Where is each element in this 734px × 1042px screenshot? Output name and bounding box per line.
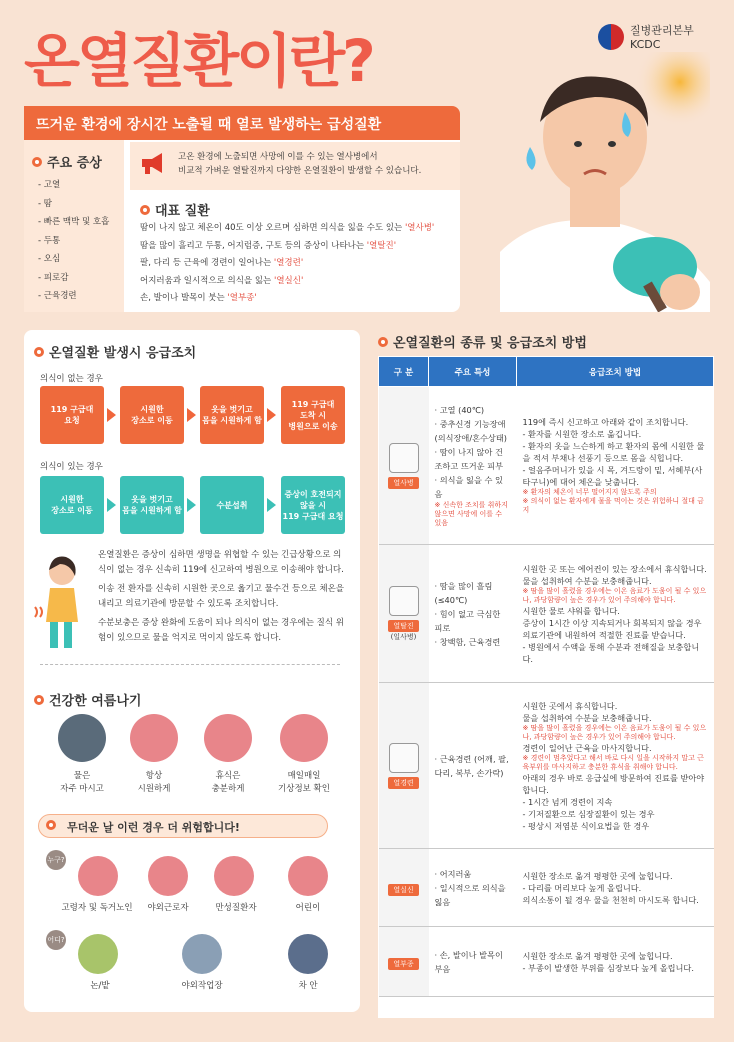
disease-line: 팔, 다리 등 근육에 경련이 일어나는 '열경련' <box>140 258 304 268</box>
diseases-heading <box>140 200 210 219</box>
arrow-right-icon <box>187 408 196 422</box>
feature-note: ※ 신속한 조치를 취하지 않으면 사망에 이를 수 있음 <box>434 501 508 527</box>
aid-cell <box>517 545 714 683</box>
disease-table <box>378 356 714 997</box>
disease-tag: 열사병 <box>388 477 418 489</box>
patient-figure-icon <box>389 586 419 616</box>
aid-line: - 얼음주머니가 있을 시 목, 겨드랑이 밑, 서혜부(사타구니)에 대어 체온을 낮춥니다. <box>522 465 703 487</box>
arrow-right-icon <box>107 408 116 422</box>
unconscious-step-4: 119 구급대 도착 시 병원으로 이송 <box>281 386 345 444</box>
aid-note: ※ 땀을 많이 흘렸을 경우에는 이온 음료가 도움이 될 수 있으나, 과당함량이 높은 경우가 있어 주의해야 합니다. <box>522 586 707 604</box>
arrow-right-icon <box>187 498 196 512</box>
aid-line: - 병원에서 수액을 통해 수분과 전해질을 보충합니다. <box>522 641 700 664</box>
risk-person-label: 고령자 및 독거노인 <box>61 903 133 913</box>
disease-cell <box>379 545 429 683</box>
bullet-icon <box>34 695 44 705</box>
table-row <box>379 683 714 849</box>
table-heading <box>378 332 587 351</box>
features-cell <box>429 387 517 545</box>
healthy-item-label: 항상 시원하게 <box>137 771 171 794</box>
danger-heading-text: 무더운 날 이런 경우 더 위험합니다! <box>67 821 240 834</box>
symptoms-list <box>38 176 109 306</box>
risk-place-label: 야외작업장 <box>181 981 223 991</box>
elderly-face-icon <box>78 856 118 896</box>
diseases-heading-text: 대표 질환 <box>155 204 210 219</box>
aid-line: 경련이 일어난 근육을 마사지합니다. <box>522 742 652 753</box>
bullet-icon <box>140 205 150 215</box>
patient-figure-icon <box>389 743 419 773</box>
disease-tag: 열탈진 <box>388 620 418 632</box>
aid-line: 아래의 경우 바로 응급실에 방문하여 진료를 받아야합니다. <box>522 772 705 795</box>
bullet-icon <box>378 337 388 347</box>
outdoor-worker-face-icon <box>148 856 188 896</box>
feature-line: · 땀이 나지 않아 건조하고 뜨거운 피부 <box>434 447 503 471</box>
first-aid-heading-text: 온열질환 발생시 응급조치 <box>49 346 197 361</box>
healthy-item-label: 매일매일 기상정보 확인 <box>278 771 330 794</box>
bullet-icon <box>34 347 44 357</box>
symptom-item: - 고열 <box>38 180 61 190</box>
symptom-item: - 오심 <box>38 254 61 264</box>
arrow-right-icon <box>267 408 276 422</box>
disease-tag: 열경련 <box>388 777 418 789</box>
feature-line: · 고열 (40℃) <box>434 405 485 415</box>
first-aid-note: 온열질환은 증상이 심하면 생명을 위협할 수 있는 긴급상황으로 의식이 없는 경우 신속히 119에 신고하여 병원으로 이송해야 합니다. <box>98 550 344 575</box>
symptom-item: - 땀 <box>38 198 52 209</box>
symptom-item: - 빠른 맥박 및 호흡 <box>38 217 110 227</box>
symptoms-heading <box>32 152 102 171</box>
aid-note: ※ 경련이 멈추었다고 해서 바로 다시 일을 시작하지 말고 근육부위를 마사지하고 충분한 휴식을 취해야 합니다. <box>522 753 704 771</box>
arrow-right-icon <box>107 498 116 512</box>
features-cell <box>429 927 517 997</box>
healthy-summer-heading-text: 건강한 여름나기 <box>49 694 142 709</box>
stay-cool-icon <box>130 714 178 762</box>
feature-line: · 힘이 없고 극심한 피로 <box>434 608 501 633</box>
first-aid-note: 이송 전 환자를 신속히 시원한 곳으로 옮기고 물수건 등으로 체온을 내리고 의료기관에 방문할 수 있도록 조치합니다. <box>98 584 345 609</box>
aid-line: 의식소통이 될 경우 물을 천천히 마시도록 합니다. <box>522 894 699 905</box>
risk-person-label: 야외근로자 <box>147 903 189 913</box>
disease-name: '열실신' <box>273 275 304 286</box>
table-heading-text: 온열질환의 종류 및 응급조치 방법 <box>393 336 587 351</box>
aid-line: 시원한 장소로 옮겨 평평한 곳에 눕힙니다. <box>522 870 673 881</box>
disease-cell <box>379 927 429 997</box>
disease-table-panel <box>378 356 714 1018</box>
aid-cell <box>517 927 714 997</box>
feature-line: · 창백함, 근육경련 <box>434 636 501 647</box>
dizzy-woman-illustration <box>32 552 88 652</box>
org-name-ko: 질병관리본부 <box>630 24 694 37</box>
aid-line: - 기저질환으로 심장질환이 있는 경우 <box>522 808 655 819</box>
table-row <box>379 387 714 545</box>
aid-line: - 1시간 넘게 경련이 지속 <box>522 796 613 807</box>
diseases-list <box>140 220 458 308</box>
feature-line: · 땀을 많이 흘림 (≤40℃) <box>434 580 493 605</box>
disease-subname: (일사병) <box>390 632 417 641</box>
aid-line: 증상이 1시간 이상 지속되거나 회복되지 않을 경우 의료기관에 내원하여 적절한 진료를 받습니다. <box>522 617 702 640</box>
first-aid-notes <box>98 548 346 646</box>
danger-heading <box>38 814 328 838</box>
arrow-right-icon <box>267 498 276 512</box>
aid-line: 물을 섭취하여 수분을 보충해줍니다. <box>522 712 652 723</box>
healthy-item-label: 물은 자주 마시고 <box>60 771 104 794</box>
org-name-en: KCDC <box>630 38 661 51</box>
symptoms-heading-text: 주요 증상 <box>47 156 102 171</box>
disease-line: 어지러움과 일시적으로 의식을 잃는 '열실신' <box>140 275 304 286</box>
disease-name: '열탈진' <box>366 240 397 251</box>
intro-box <box>130 142 460 190</box>
worksite-icon <box>182 934 222 974</box>
features-cell <box>429 849 517 927</box>
disease-cell <box>379 387 429 545</box>
intro-line: 비교적 가벼운 열탈진까지 다양한 온열질환이 발생할 수 있습니다. <box>178 166 422 176</box>
conscious-label: 의식이 있는 경우 <box>40 462 103 472</box>
risk-place-label: 논/밭 <box>90 981 110 991</box>
aid-cell <box>517 387 714 545</box>
table-row <box>379 927 714 997</box>
risk-person-label: 어린이 <box>295 903 321 913</box>
disease-tag: 열실신 <box>388 884 418 896</box>
table-header: 주요 특성 <box>429 357 517 387</box>
chronic-patient-face-icon <box>214 856 254 896</box>
disease-line: 땀을 많이 흘리고 두통, 어지럼증, 구토 등의 증상이 나타나는 '열탈진' <box>140 240 397 251</box>
aid-line: - 평상시 저염분 식이요법을 한 경우 <box>522 820 650 831</box>
features-cell <box>429 683 517 849</box>
disease-cell <box>379 683 429 849</box>
feature-line: · 손, 발이나 발목이 부음 <box>434 949 503 974</box>
divider <box>40 664 340 665</box>
disease-line: 손, 발이나 발목이 붓는 '열부종' <box>140 293 257 303</box>
weather-info-icon <box>280 714 328 762</box>
unconscious-label: 의식이 없는 경우 <box>40 374 103 384</box>
feature-line: · 의식을 잃을 수 있음 <box>434 475 503 499</box>
feature-line: · 일시적으로 의식을 잃음 <box>434 882 506 907</box>
unconscious-step-2: 시원한 장소로 이동 <box>120 386 184 444</box>
kcdc-logo <box>598 22 694 51</box>
conscious-step-2: 옷을 벗기고 몸을 시원하게 함 <box>120 476 184 534</box>
aid-note: ※ 의식이 없는 환자에게 물을 먹이는 것은 위험하니 절대 금지 <box>522 497 704 514</box>
aid-line: 119에 즉시 신고하고 아래와 같이 조치합니다. <box>522 417 689 427</box>
symptom-item: - 근육경련 <box>38 291 77 301</box>
disease-name: '열부종' <box>227 293 257 303</box>
aid-cell <box>517 683 714 849</box>
where-badge: 어디? <box>46 930 66 950</box>
aid-note: ※ 환자의 체온이 너무 떨어지지 않도록 주의 <box>522 488 657 496</box>
conscious-step-1: 시원한 장소로 이동 <box>40 476 104 534</box>
disease-cell <box>379 849 429 927</box>
car-interior-icon <box>288 934 328 974</box>
aid-line: - 환자를 시원한 장소로 옮깁니다. <box>522 429 642 439</box>
conscious-step-3: 수분섭취 <box>200 476 264 534</box>
table-row <box>379 849 714 927</box>
features-cell <box>429 545 517 683</box>
disease-tag: 열부종 <box>388 958 418 970</box>
aid-line: - 다리를 머리보다 높게 올립니다. <box>522 882 642 893</box>
first-aid-note: 수분보충은 증상 완화에 도움이 되나 의식이 없는 경우에는 질식 위험이 있으므로 물을 억지로 먹이지 않도록 합니다. <box>98 618 345 643</box>
aid-line: 물을 섭취하여 수분을 보충해줍니다. <box>522 575 652 586</box>
child-face-icon <box>288 856 328 896</box>
sweating-man-illustration <box>500 52 710 312</box>
table-header: 구 분 <box>379 357 429 387</box>
unconscious-step-3: 옷을 벗기고 몸을 시원하게 함 <box>200 386 264 444</box>
aid-cell <box>517 849 714 927</box>
symptom-item: - 피로감 <box>38 272 69 283</box>
symptom-item: - 두통 <box>38 235 61 246</box>
aid-line: 시원한 곳 또는 에어컨이 있는 장소에서 휴식합니다. <box>522 563 707 574</box>
table-header: 응급조치 방법 <box>517 357 714 387</box>
feature-line: · 어지러움 <box>434 868 472 879</box>
aid-note: ※ 땀을 많이 흘렸을 경우에는 이온 음료가 도움이 될 수 있으나, 과당함량이 높은 경우가 있어 주의해야 합니다. <box>522 723 707 741</box>
aid-line: 시원한 장소로 옮겨 평평한 곳에 눕힙니다. <box>522 950 673 961</box>
risk-person-label: 만성질환자 <box>215 903 257 913</box>
disease-name: '열사병' <box>404 223 435 233</box>
aid-line: 시원한 곳에서 휴식합니다. <box>522 700 618 711</box>
feature-line: · 근육경련 (어깨, 팔, 다리, 복부, 손가락) <box>434 753 509 778</box>
first-aid-heading <box>34 342 196 361</box>
conscious-step-4: 증상이 호전되지 않을 시 119 구급대 요청 <box>281 476 345 534</box>
farm-field-icon <box>78 934 118 974</box>
patient-figure-icon <box>389 443 419 473</box>
bullet-icon <box>46 820 56 830</box>
aid-line: - 환자의 옷을 느슨하게 하고 환자의 몸에 시원한 물을 적셔 부채나 선풍기 등으로 몸을 식힙니다. <box>522 441 705 463</box>
aid-line: 시원한 물로 샤워를 합니다. <box>522 605 620 616</box>
disease-line: 땀이 나지 않고 체온이 40도 이상 오르며 심하면 의식을 잃을 수도 있는 '열사병' <box>140 223 435 233</box>
healthy-item-label: 휴식은 충분하게 <box>211 771 245 794</box>
page-title: 온열질환이란? <box>24 27 373 95</box>
bullet-icon <box>32 157 42 167</box>
definition-banner: 뜨거운 환경에 장시간 노출될 때 열로 발생하는 급성질환 <box>24 106 460 140</box>
intro-line: 고온 환경에 노출되면 사망에 이를 수 있는 열사병에서 <box>178 152 378 162</box>
drink-water-icon <box>58 714 106 762</box>
kcdc-emblem-icon <box>598 24 624 50</box>
unconscious-step-1: 119 구급대 요청 <box>40 386 104 444</box>
megaphone-icon <box>138 150 168 176</box>
who-badge: 누구? <box>46 850 66 870</box>
rest-house-icon <box>204 714 252 762</box>
healthy-summer-heading <box>34 690 141 709</box>
table-header-row <box>379 357 714 387</box>
table-row <box>379 545 714 683</box>
feature-line: · 중추신경 기능장애 (의식장애/혼수상태) <box>434 419 507 443</box>
risk-place-label: 차 안 <box>298 981 318 991</box>
disease-name: '열경련' <box>273 258 304 268</box>
aid-line: - 부종이 발생한 부위를 심장보다 높게 올립니다. <box>522 962 694 973</box>
